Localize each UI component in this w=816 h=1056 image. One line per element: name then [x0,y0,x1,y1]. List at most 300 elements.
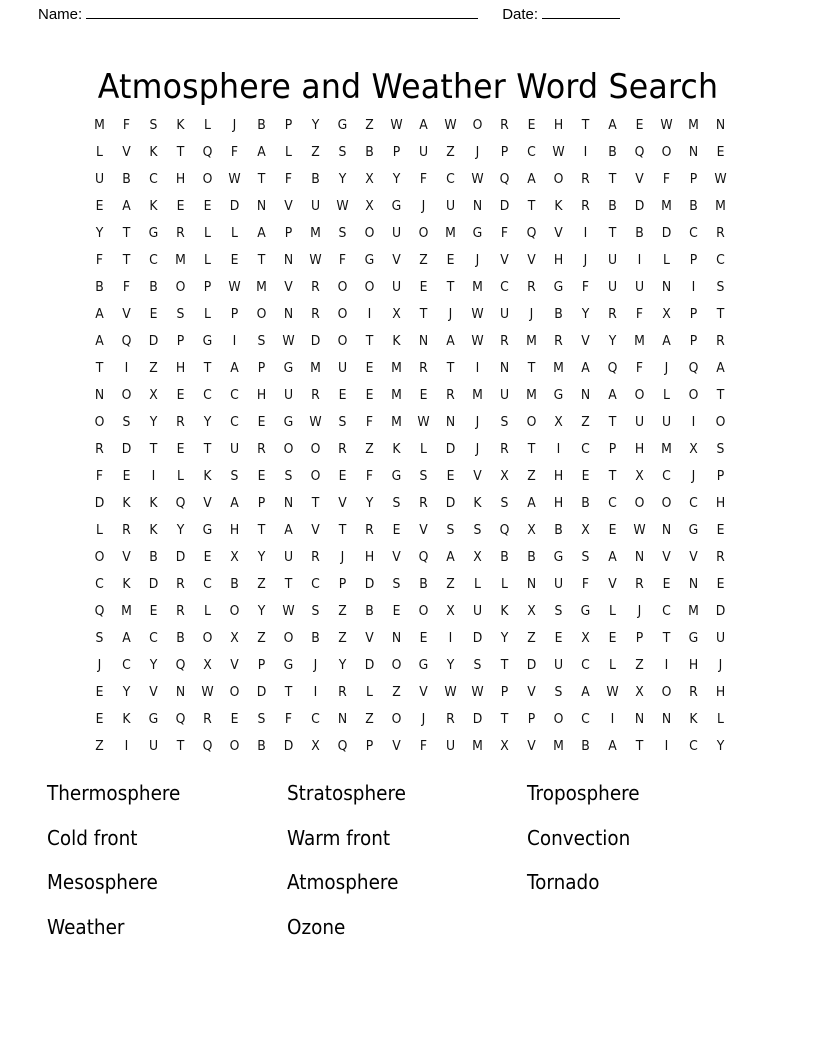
grid-letter[interactable]: C [689,495,698,511]
grid-letter[interactable]: U [391,279,402,295]
grid-letter[interactable]: G [202,333,213,349]
grid-letter[interactable]: E [338,387,347,403]
grid-letter[interactable]: O [283,441,294,457]
grid-letter[interactable]: L [204,306,211,322]
grid-letter[interactable]: A [257,225,266,241]
grid-letter[interactable]: C [581,711,590,727]
grid-letter[interactable]: D [175,549,186,565]
grid-letter[interactable]: U [283,387,294,403]
grid-letter[interactable]: F [365,468,374,484]
grid-letter[interactable]: E [149,603,158,619]
grid-letter[interactable]: Y [338,657,347,673]
grid-letter[interactable]: R [446,711,455,727]
grid-letter[interactable]: H [553,117,564,133]
grid-letter[interactable]: B [122,171,131,187]
grid-letter[interactable]: A [581,360,590,376]
grid-letter[interactable]: S [554,603,563,619]
grid-letter[interactable]: S [176,306,185,322]
grid-letter[interactable]: B [176,630,185,646]
grid-letter[interactable]: U [229,441,240,457]
grid-letter[interactable]: F [95,468,104,484]
grid-letter[interactable]: T [608,171,617,187]
grid-letter[interactable]: G [337,117,348,133]
grid-letter[interactable]: D [148,333,159,349]
word-list-item[interactable]: Thermosphere [47,781,181,805]
grid-letter[interactable]: M [175,252,186,268]
grid-letter[interactable]: C [149,171,158,187]
grid-letter[interactable]: E [230,252,239,268]
grid-letter[interactable]: G [283,414,294,430]
grid-letter[interactable]: E [257,414,266,430]
grid-letter[interactable]: K [392,333,401,349]
grid-letter[interactable]: V [338,495,347,511]
grid-letter[interactable]: Q [499,522,510,538]
grid-letter[interactable]: D [499,198,510,214]
grid-letter[interactable]: C [662,603,671,619]
grid-letter[interactable]: C [662,468,671,484]
grid-letter[interactable]: G [472,225,483,241]
grid-letter[interactable]: B [527,549,536,565]
grid-letter[interactable]: X [581,630,590,646]
grid-letter[interactable]: R [716,225,725,241]
grid-letter[interactable]: X [365,198,374,214]
grid-letter[interactable]: E [581,468,590,484]
grid-letter[interactable]: C [689,225,698,241]
grid-letter[interactable]: G [148,225,159,241]
grid-letter[interactable]: P [257,657,266,673]
grid-letter[interactable]: O [94,549,105,565]
grid-letter[interactable]: O [553,171,564,187]
word-list-item[interactable]: Atmosphere [287,870,399,894]
grid-letter[interactable]: R [338,441,347,457]
grid-letter[interactable]: B [581,738,590,754]
grid-letter[interactable]: Y [149,414,158,430]
grid-letter[interactable]: Q [634,144,645,160]
grid-letter[interactable]: T [446,360,455,376]
grid-letter[interactable]: Q [337,738,348,754]
grid-letter[interactable]: K [149,495,158,511]
grid-letter[interactable]: W [282,603,295,619]
grid-letter[interactable]: U [553,576,564,592]
grid-letter[interactable]: A [419,117,428,133]
grid-letter[interactable]: E [176,198,185,214]
grid-letter[interactable]: E [419,630,428,646]
grid-letter[interactable]: P [257,360,266,376]
grid-letter[interactable]: R [176,576,185,592]
grid-letter[interactable]: U [499,387,510,403]
grid-letter[interactable]: E [608,630,617,646]
grid-letter[interactable]: F [95,252,104,268]
grid-letter[interactable]: S [257,711,266,727]
grid-letter[interactable]: D [148,576,159,592]
grid-letter[interactable]: T [284,684,293,700]
grid-letter[interactable]: O [283,630,294,646]
grid-letter[interactable]: L [366,684,373,700]
grid-letter[interactable]: T [716,387,725,403]
grid-letter[interactable]: P [338,576,347,592]
grid-letter[interactable]: T [203,441,212,457]
grid-letter[interactable]: C [446,171,455,187]
grid-letter[interactable]: D [634,198,645,214]
grid-letter[interactable]: T [122,252,131,268]
grid-letter[interactable]: W [633,522,646,538]
grid-letter[interactable]: N [256,198,267,214]
grid-letter[interactable]: E [95,684,104,700]
grid-letter[interactable]: N [661,279,672,295]
grid-letter[interactable]: V [689,549,698,565]
grid-letter[interactable]: Y [95,225,104,241]
grid-letter[interactable]: T [419,306,428,322]
grid-letter[interactable]: C [230,387,239,403]
word-list-item[interactable]: Mesosphere [47,870,158,894]
grid-letter[interactable]: K [122,711,131,727]
grid-letter[interactable]: T [257,522,266,538]
grid-letter[interactable]: V [365,630,374,646]
grid-letter[interactable]: O [175,279,186,295]
grid-letter[interactable]: T [176,144,185,160]
grid-letter[interactable]: G [283,360,294,376]
grid-letter[interactable]: O [229,603,240,619]
grid-letter[interactable]: P [500,144,509,160]
grid-letter[interactable]: V [608,576,617,592]
grid-letter[interactable]: B [311,630,320,646]
grid-letter[interactable]: V [392,549,401,565]
grid-letter[interactable]: R [446,387,455,403]
grid-letter[interactable]: T [284,576,293,592]
grid-letter[interactable]: N [472,198,483,214]
grid-letter[interactable]: P [284,117,293,133]
grid-letter[interactable]: D [472,630,483,646]
grid-letter[interactable]: Q [175,495,186,511]
grid-letter[interactable]: C [500,279,509,295]
grid-letter[interactable]: X [311,738,320,754]
grid-letter[interactable]: U [607,252,618,268]
grid-letter[interactable]: W [552,144,565,160]
grid-letter[interactable]: H [175,360,186,376]
grid-letter[interactable]: D [445,441,456,457]
word-list-item[interactable]: Warm front [287,825,391,850]
grid-letter[interactable]: R [716,333,725,349]
grid-letter[interactable]: Z [365,117,374,133]
grid-letter[interactable]: E [95,198,104,214]
grid-letter[interactable]: S [716,279,725,295]
grid-letter[interactable]: J [475,414,480,430]
grid-letter[interactable]: J [97,657,102,673]
grid-letter[interactable]: R [365,522,374,538]
grid-letter[interactable]: J [232,117,237,133]
grid-letter[interactable]: E [716,576,725,592]
grid-letter[interactable]: M [472,387,483,403]
grid-letter[interactable]: T [149,441,158,457]
grid-letter[interactable]: H [256,387,267,403]
grid-letter[interactable]: Q [202,738,213,754]
grid-letter[interactable]: G [364,252,375,268]
grid-letter[interactable]: M [256,279,267,295]
grid-letter[interactable]: O [364,279,375,295]
grid-letter[interactable]: B [257,738,266,754]
grid-letter[interactable]: M [391,360,402,376]
grid-letter[interactable]: D [256,684,267,700]
grid-letter[interactable]: E [392,603,401,619]
grid-letter[interactable]: R [257,441,266,457]
grid-letter[interactable]: W [201,684,214,700]
grid-letter[interactable]: K [392,441,401,457]
grid-letter[interactable]: A [608,117,617,133]
grid-letter[interactable]: F [581,279,590,295]
grid-letter[interactable]: F [122,117,131,133]
grid-letter[interactable]: X [662,306,671,322]
grid-letter[interactable]: S [284,468,293,484]
grid-letter[interactable]: U [445,198,456,214]
grid-letter[interactable]: H [634,441,645,457]
grid-letter[interactable]: P [257,495,266,511]
grid-letter[interactable]: I [691,279,696,295]
grid-letter[interactable]: O [418,603,429,619]
grid-letter[interactable]: O [229,738,240,754]
grid-letter[interactable]: N [418,333,429,349]
grid-letter[interactable]: Z [311,144,320,160]
grid-letter[interactable]: G [553,387,564,403]
grid-letter[interactable]: M [526,387,537,403]
grid-letter[interactable]: A [608,738,617,754]
grid-letter[interactable]: A [95,333,104,349]
grid-letter[interactable]: Q [607,360,618,376]
grid-letter[interactable]: Q [499,171,510,187]
grid-letter[interactable]: Q [94,603,105,619]
grid-letter[interactable]: I [475,360,480,376]
grid-letter[interactable]: U [418,144,429,160]
grid-letter[interactable]: M [661,441,672,457]
grid-letter[interactable]: R [716,549,725,565]
grid-letter[interactable]: X [392,306,401,322]
grid-letter[interactable]: J [529,306,534,322]
grid-letter[interactable]: T [608,468,617,484]
grid-letter[interactable]: V [203,495,212,511]
grid-letter[interactable]: M [391,387,402,403]
grid-letter[interactable]: F [581,576,590,592]
grid-letter[interactable]: Z [365,441,374,457]
grid-letter[interactable]: L [96,522,103,538]
grid-letter[interactable]: V [122,549,131,565]
grid-letter[interactable]: V [284,198,293,214]
grid-letter[interactable]: B [95,279,104,295]
grid-letter[interactable]: O [337,306,348,322]
grid-letter[interactable]: E [554,630,563,646]
grid-letter[interactable]: D [445,495,456,511]
grid-letter[interactable]: K [149,522,158,538]
grid-letter[interactable]: S [230,468,239,484]
grid-letter[interactable]: W [417,414,430,430]
grid-letter[interactable]: S [122,414,131,430]
grid-letter[interactable]: H [364,549,375,565]
grid-letter[interactable]: V [581,333,590,349]
grid-letter[interactable]: J [637,603,642,619]
grid-letter[interactable]: Y [446,657,455,673]
grid-letter[interactable]: V [419,684,428,700]
grid-letter[interactable]: C [122,657,131,673]
grid-letter[interactable]: R [311,549,320,565]
grid-letter[interactable]: R [176,603,185,619]
grid-letter[interactable]: R [500,117,509,133]
grid-letter[interactable]: P [203,279,212,295]
grid-letter[interactable]: L [663,387,670,403]
grid-letter[interactable]: Z [581,414,590,430]
grid-letter[interactable]: U [472,603,483,619]
grid-letter[interactable]: R [554,333,563,349]
grid-letter[interactable]: M [688,117,699,133]
grid-letter[interactable]: O [391,657,402,673]
grid-letter[interactable]: K [149,144,158,160]
grid-letter[interactable]: O [472,117,483,133]
grid-letter[interactable]: T [122,225,131,241]
grid-letter[interactable]: P [689,171,698,187]
grid-letter[interactable]: D [310,333,321,349]
grid-letter[interactable]: O [310,468,321,484]
grid-letter[interactable]: V [392,738,401,754]
grid-letter[interactable]: L [609,657,616,673]
grid-letter[interactable]: O [310,441,321,457]
grid-letter[interactable]: E [203,549,212,565]
grid-letter[interactable]: R [203,711,212,727]
grid-letter[interactable]: G [688,522,699,538]
grid-letter[interactable]: B [608,144,617,160]
grid-letter[interactable]: Y [716,738,725,754]
grid-letter[interactable]: I [232,333,237,349]
grid-letter[interactable]: V [311,522,320,538]
grid-letter[interactable]: F [635,306,644,322]
grid-letter[interactable]: Z [95,738,104,754]
grid-letter[interactable]: A [662,333,671,349]
grid-letter[interactable]: K [122,495,131,511]
grid-letter[interactable]: U [391,225,402,241]
grid-letter[interactable]: S [419,468,428,484]
grid-letter[interactable]: R [581,171,590,187]
grid-letter[interactable]: V [230,657,239,673]
grid-letter[interactable]: H [553,495,564,511]
grid-letter[interactable]: C [527,144,536,160]
grid-letter[interactable]: Y [257,549,266,565]
grid-letter[interactable]: V [473,468,482,484]
grid-letter[interactable]: T [635,738,644,754]
grid-letter[interactable]: Q [418,549,429,565]
grid-letter[interactable]: J [475,144,480,160]
grid-letter[interactable]: S [473,522,482,538]
grid-letter[interactable]: N [94,387,105,403]
grid-letter[interactable]: G [688,630,699,646]
grid-letter[interactable]: T [338,522,347,538]
grid-letter[interactable]: E [149,306,158,322]
grid-letter[interactable]: P [689,306,698,322]
grid-letter[interactable]: K [149,198,158,214]
grid-letter[interactable]: I [583,144,588,160]
grid-letter[interactable]: R [338,684,347,700]
grid-letter[interactable]: H [553,468,564,484]
name-write-line[interactable] [86,18,478,19]
grid-letter[interactable]: E [122,468,131,484]
grid-letter[interactable]: K [500,603,509,619]
grid-letter[interactable]: P [365,738,374,754]
grid-letter[interactable]: C [203,576,212,592]
grid-letter[interactable]: J [421,711,426,727]
grid-letter[interactable]: L [285,144,292,160]
grid-letter[interactable]: L [96,144,103,160]
grid-letter[interactable]: T [203,360,212,376]
grid-letter[interactable]: M [121,603,132,619]
grid-letter[interactable]: B [230,576,239,592]
grid-letter[interactable]: O [337,279,348,295]
grid-letter[interactable]: L [474,576,481,592]
grid-letter[interactable]: Z [392,684,401,700]
grid-letter[interactable]: Z [419,252,428,268]
grid-letter[interactable]: M [688,603,699,619]
grid-letter[interactable]: C [581,657,590,673]
grid-letter[interactable]: Y [500,630,509,646]
grid-letter[interactable]: Z [257,630,266,646]
grid-letter[interactable]: Z [446,576,455,592]
grid-letter[interactable]: T [311,495,320,511]
grid-letter[interactable]: D [283,738,294,754]
grid-letter[interactable]: A [446,333,455,349]
grid-letter[interactable]: W [660,117,673,133]
grid-letter[interactable]: A [581,684,590,700]
grid-letter[interactable]: G [283,657,294,673]
grid-letter[interactable]: E [635,117,644,133]
word-list-item[interactable]: Convection [527,825,631,850]
grid-letter[interactable]: U [337,360,348,376]
grid-letter[interactable]: X [500,468,509,484]
word-search-grid[interactable] [86,112,734,760]
grid-letter[interactable]: S [500,495,509,511]
grid-letter[interactable]: N [634,549,645,565]
grid-letter[interactable]: L [231,225,238,241]
grid-letter[interactable]: C [230,414,239,430]
grid-letter[interactable]: W [309,252,322,268]
grid-letter[interactable]: B [500,549,509,565]
grid-letter[interactable]: I [124,738,129,754]
grid-letter[interactable]: I [583,225,588,241]
grid-letter[interactable]: X [230,630,239,646]
grid-letter[interactable]: W [471,684,484,700]
grid-letter[interactable]: U [634,279,645,295]
grid-letter[interactable]: E [392,522,401,538]
grid-letter[interactable]: K [689,711,698,727]
grid-letter[interactable]: O [364,225,375,241]
grid-letter[interactable]: W [471,171,484,187]
grid-letter[interactable]: N [283,252,294,268]
grid-letter[interactable]: W [471,306,484,322]
grid-letter[interactable]: A [716,360,725,376]
grid-letter[interactable]: E [716,144,725,160]
grid-letter[interactable]: D [472,711,483,727]
grid-letter[interactable]: T [176,738,185,754]
grid-letter[interactable]: I [610,711,615,727]
grid-letter[interactable]: T [716,306,725,322]
grid-letter[interactable]: G [148,711,159,727]
grid-letter[interactable]: B [311,171,320,187]
grid-letter[interactable]: E [446,468,455,484]
grid-letter[interactable]: Y [149,657,158,673]
grid-letter[interactable]: W [444,117,457,133]
grid-letter[interactable]: L [501,576,508,592]
grid-letter[interactable]: O [634,387,645,403]
grid-letter[interactable]: Z [338,630,347,646]
grid-letter[interactable]: V [662,549,671,565]
grid-letter[interactable]: H [175,171,186,187]
grid-letter[interactable]: I [448,630,453,646]
grid-letter[interactable]: O [661,495,672,511]
grid-letter[interactable]: C [95,576,104,592]
grid-letter[interactable]: J [475,441,480,457]
